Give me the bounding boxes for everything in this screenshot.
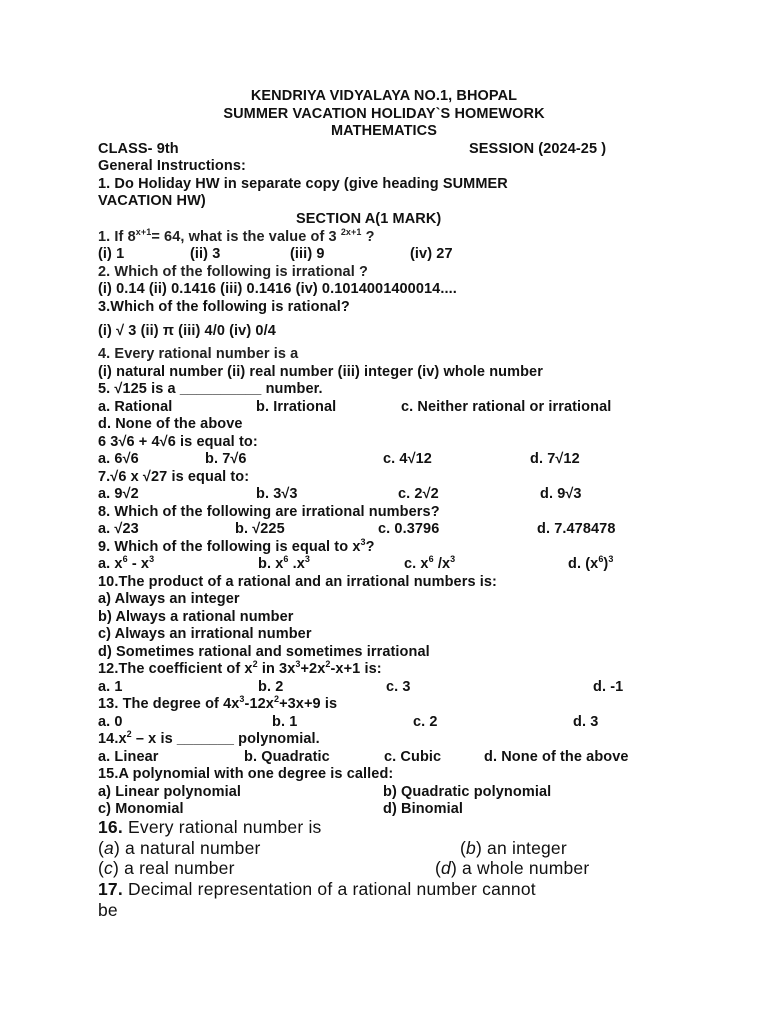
q6-option-b: b. 7√6 [205,451,247,467]
instructions-heading: General Instructions: [98,158,246,174]
q1-exponent-2: 2x+1 [340,227,362,237]
question-7: 7.√6 x √27 is equal to: [98,469,250,485]
question-4: 4. Every rational number is a [98,346,299,362]
q12-option-b: b. 2 [258,679,284,695]
q13-option-c: c. 2 [413,714,438,730]
q16-a-text: ) a natural number [113,838,261,858]
question-12 [98,660,382,678]
q10-option-c: c) Always an irrational number [98,626,312,642]
q12-text-pre: 12.The coefficient of x [98,661,253,677]
q16-a-letter: a [104,838,114,858]
question-6: 6 3√6 + 4√6 is equal to: [98,434,258,450]
q16-option-d [435,859,589,877]
q14-option-c: c. Cubic [384,749,442,765]
q9-option-b [258,555,310,573]
q4-options: (i) natural number (ii) real number (iii) integer (iv) whole number [98,364,543,380]
q9-d-exp-1: 6 [598,554,604,564]
q14-text-post: – x is _______ polynomial. [131,731,320,747]
q8-option-c: c. 0.3796 [378,521,440,537]
q17-text-line-2: be [98,900,118,920]
q17-text: Decimal representation of a rational number cannot [122,879,536,899]
q13-text-pre: 13. The degree of 4x [98,696,240,712]
question-16 [98,818,322,836]
q2-options: (i) 0.14 (ii) 0.1416 (iii) 0.1416 (iv) 0.1014001400014.... [98,281,457,297]
q13-option-b: b. 1 [272,714,298,730]
q9-d-exp-2: 3 [608,554,614,564]
q9-a-base: a. x [98,556,123,572]
q15-option-d: d) Binomial [383,801,464,817]
q12-option-a: a. 1 [98,679,123,695]
session-label: SESSION (2024-25 ) [469,141,607,157]
q16-option-c [98,859,235,877]
q5-option-b: b. Irrational [256,399,337,415]
q16-option-b [460,839,567,857]
q7-option-b: b. 3√3 [256,486,298,502]
q9-b-base: b. x [258,556,284,572]
q9-a-exp-2: 3 [149,554,155,564]
q10-option-b: b) Always a rational number [98,609,294,625]
q14-option-b: b. Quadratic [244,749,330,765]
q1-option-3: (iii) 9 [290,246,325,262]
q1-option-2: (ii) 3 [190,246,221,262]
q13-option-d: d. 3 [573,714,599,730]
q1-option-4: (iv) 27 [410,246,453,262]
q7-option-a: a. 9√2 [98,486,139,502]
q14-option-a: a. Linear [98,749,159,765]
question-8: 8. Which of the following are irrational numbers? [98,504,440,520]
question-3: 3.Which of the following is rational? [98,299,350,315]
q15-option-b: b) Quadratic polynomial [383,784,552,800]
q9-text-post: ? [365,539,375,555]
q8-option-b: b. √225 [235,521,285,537]
q16-c-letter: c [104,858,113,878]
q9-c-base: c. x [404,556,429,572]
q16-c-open: ( [98,858,105,878]
q16-a-open: ( [98,838,105,858]
q8-option-d: d. 7.478478 [537,521,616,537]
question-10: 10.The product of a rational and an irrational numbers is: [98,574,497,590]
q16-text: Every rational number is [122,817,322,837]
q14-option-d: d. None of the above [484,749,629,765]
q14-text-pre: 14.x [98,731,127,747]
q12-text-post: -x+1 is: [330,661,382,677]
q6-option-a: a. 6√6 [98,451,139,467]
q9-c-exp-2: 3 [450,554,456,564]
q17-number: 17. [98,879,123,899]
q1-option-1: (i) 1 [98,246,125,262]
q12-exp-3: 2 [325,659,331,669]
q1-text-mid: = 64, what is the value of 3 [151,229,341,245]
instruction-line-1: 1. Do Holiday HW in separate copy (give heading SUMMER [98,176,508,192]
q9-c-mid: /x [433,556,451,572]
question-13 [98,695,337,713]
q5-option-c: c. Neither rational or irrational [401,399,612,415]
q16-option-a [98,839,261,857]
q16-d-open: ( [435,858,442,878]
q5-option-a: a. Rational [98,399,173,415]
q16-number: 16. [98,817,123,837]
instruction-line-2: VACATION HW) [98,193,206,209]
q12-option-c: c. 3 [386,679,411,695]
class-label: CLASS- 9th [98,141,179,157]
q6-option-d: d. 7√12 [530,451,580,467]
q8-option-a: a. √23 [98,521,139,537]
q9-b-exp-1: 6 [283,554,289,564]
q15-option-a: a) Linear polynomial [98,784,241,800]
q12-option-d: d. -1 [593,679,624,695]
q16-b-open: ( [460,838,467,858]
q9-exponent: 3 [360,537,366,547]
q16-d-text: ) a whole number [450,858,590,878]
q9-a-mid: - x [127,556,150,572]
q6-option-c: c. 4√12 [383,451,432,467]
homework-title: SUMMER VACATION HOLIDAY`S HOMEWORK [223,106,545,122]
question-9 [98,538,375,556]
q9-d-mid: ) [603,556,609,572]
q9-d-base: d. (x [568,556,599,572]
q12-text-mid2: +2x [300,661,326,677]
q12-text-mid: in 3x [257,661,296,677]
q9-option-d [568,555,613,573]
question-5: 5. √125 is a __________ number. [98,381,323,397]
q9-option-c [404,555,455,573]
q13-text-mid: -12x [244,696,274,712]
q16-b-letter: b [466,838,476,858]
section-heading: SECTION A(1 MARK) [296,211,442,227]
q7-option-c: c. 2√2 [398,486,439,502]
subject-title: MATHEMATICS [330,123,438,139]
q9-option-a [98,555,154,573]
q9-b-mid: .x [288,556,305,572]
q9-b-exp-2: 3 [304,554,311,564]
q13-exp-1: 3 [239,694,245,704]
question-1 [98,228,375,246]
q15-option-c: c) Monomial [98,801,184,817]
q16-b-text: ) an integer [475,838,567,858]
q10-option-a: a) Always an integer [98,591,240,607]
q9-c-exp-1: 6 [428,554,434,564]
q16-d-letter: d [441,858,451,878]
q12-exp-2: 3 [295,659,301,669]
q7-option-d: d. 9√3 [540,486,582,502]
q13-exp-2: 2 [273,694,280,704]
q3-options: (i) √ 3 (ii) π (iii) 4/0 (iv) 0/4 [98,323,276,339]
question-14 [98,730,320,748]
q16-c-text: ) a real number [112,858,235,878]
question-15: 15.A polynomial with one degree is called: [98,766,394,782]
q12-exp-1: 2 [252,659,258,669]
school-name: KENDRIYA VIDYALAYA NO.1, BHOPAL [250,88,518,104]
question-17 [98,880,536,898]
q14-exponent: 2 [126,729,132,739]
q1-exponent-1: x+1 [135,227,152,237]
q9-a-exp-1: 6 [122,554,128,564]
q1-text-pre: 1. If 8 [98,229,136,245]
q5-option-d: d. None of the above [98,416,243,432]
q9-text-pre: 9. Which of the following is equal to x [98,539,361,555]
q13-text-post: +3x+9 is [279,696,338,712]
q1-text-post: ? [361,229,375,245]
q13-option-a: a. 0 [98,714,123,730]
q10-option-d: d) Sometimes rational and sometimes irrational [98,644,430,660]
question-2: 2. Which of the following is irrational ? [98,264,368,280]
